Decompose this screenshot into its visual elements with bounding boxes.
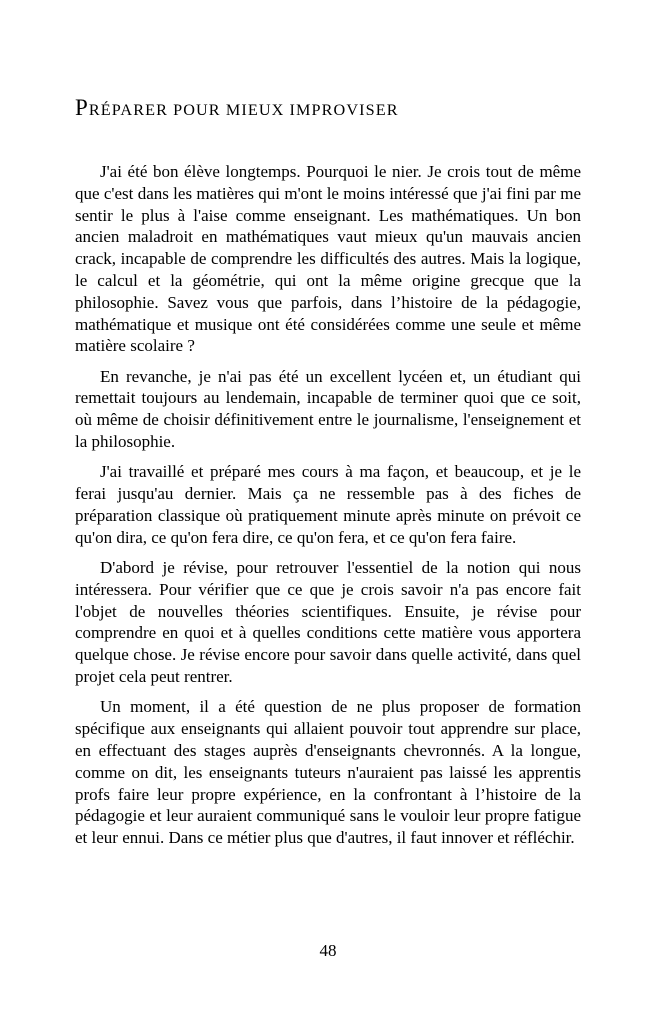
book-page <box>75 0 581 1036</box>
paragraph-4: D'abord je révise, pour retrouver l'essentiel de la notion qui nous intéressera. Pour vérifier que ce que je crois savoir n'a pas encore fait l'objet de nouvelles théories scientifiques. Ensuite, je révise pour comprendre en quoi et à quelles conditions cette matière vous apportera quelque chose. Je révise encore pour savoir dans quelle activité, dans quel projet cela peut rentrer. <box>75 558 581 687</box>
chapter-title-rest: RÉPARER POUR MIEUX IMPROVISER <box>88 101 399 119</box>
body-text <box>75 161 581 857</box>
paragraph-5: Un moment, il a été question de ne plus proposer de formation spécifique aux enseignants qui allaient pouvoir tout apprendre sur place, en effectuant des stages auprès d'enseignants chevronnés. A la longue, comme on dit, les enseignants tuteurs n'auraient pas laissé les apprentis profs faire leur propre expérience, en la confrontant à l’histoire de la pédagogie et leur auraient communiqué sans le vouloir leur propre fatigue et leur ennui. Dans ce métier plus que d'autres, il faut innover et réfléchir. <box>75 697 581 848</box>
chapter-title-initial: P <box>75 95 89 120</box>
paragraph-1: J'ai été bon élève longtemps. Pourquoi le nier. Je crois tout de même que c'est dans les matières qui m'ont le moins intéressé que j'ai fini par me sentir le plus à l'aise comme enseignant. Les mathématiques. Un bon ancien maladroit en mathématiques vaut mieux qu'un mauvais ancien crack, incapable de comprendre les difficultés des autres. Mais la logique, le calcul et la géométrie, qui ont la même origine grecque que la philosophie. Savez vous que parfois, dans l’histoire de la pédagogie, mathématique et musique ont été considérées comme une seule et même matière scolaire ? <box>75 162 581 356</box>
paragraph-3: J'ai travaillé et préparé mes cours à ma façon, et beaucoup, et je le ferai jusqu'au dernier. Mais ça ne ressemble pas à des fiches de préparation classique où pratiquement minute après minute on prévoit ce qu'on dira, ce qu'on fera dire, ce qu'on fera, et ce qu'on fera faire. <box>75 462 581 547</box>
chapter-title <box>75 93 399 125</box>
paragraph-2: En revanche, je n'ai pas été un excellent lycéen et, un étudiant qui remettait toujours au lendemain, incapable de terminer quoi que ce soit, où même de choisir définitivement entre le journalisme, l'enseignement et la philosophie. <box>75 366 581 452</box>
page-number: 48 <box>319 941 337 960</box>
